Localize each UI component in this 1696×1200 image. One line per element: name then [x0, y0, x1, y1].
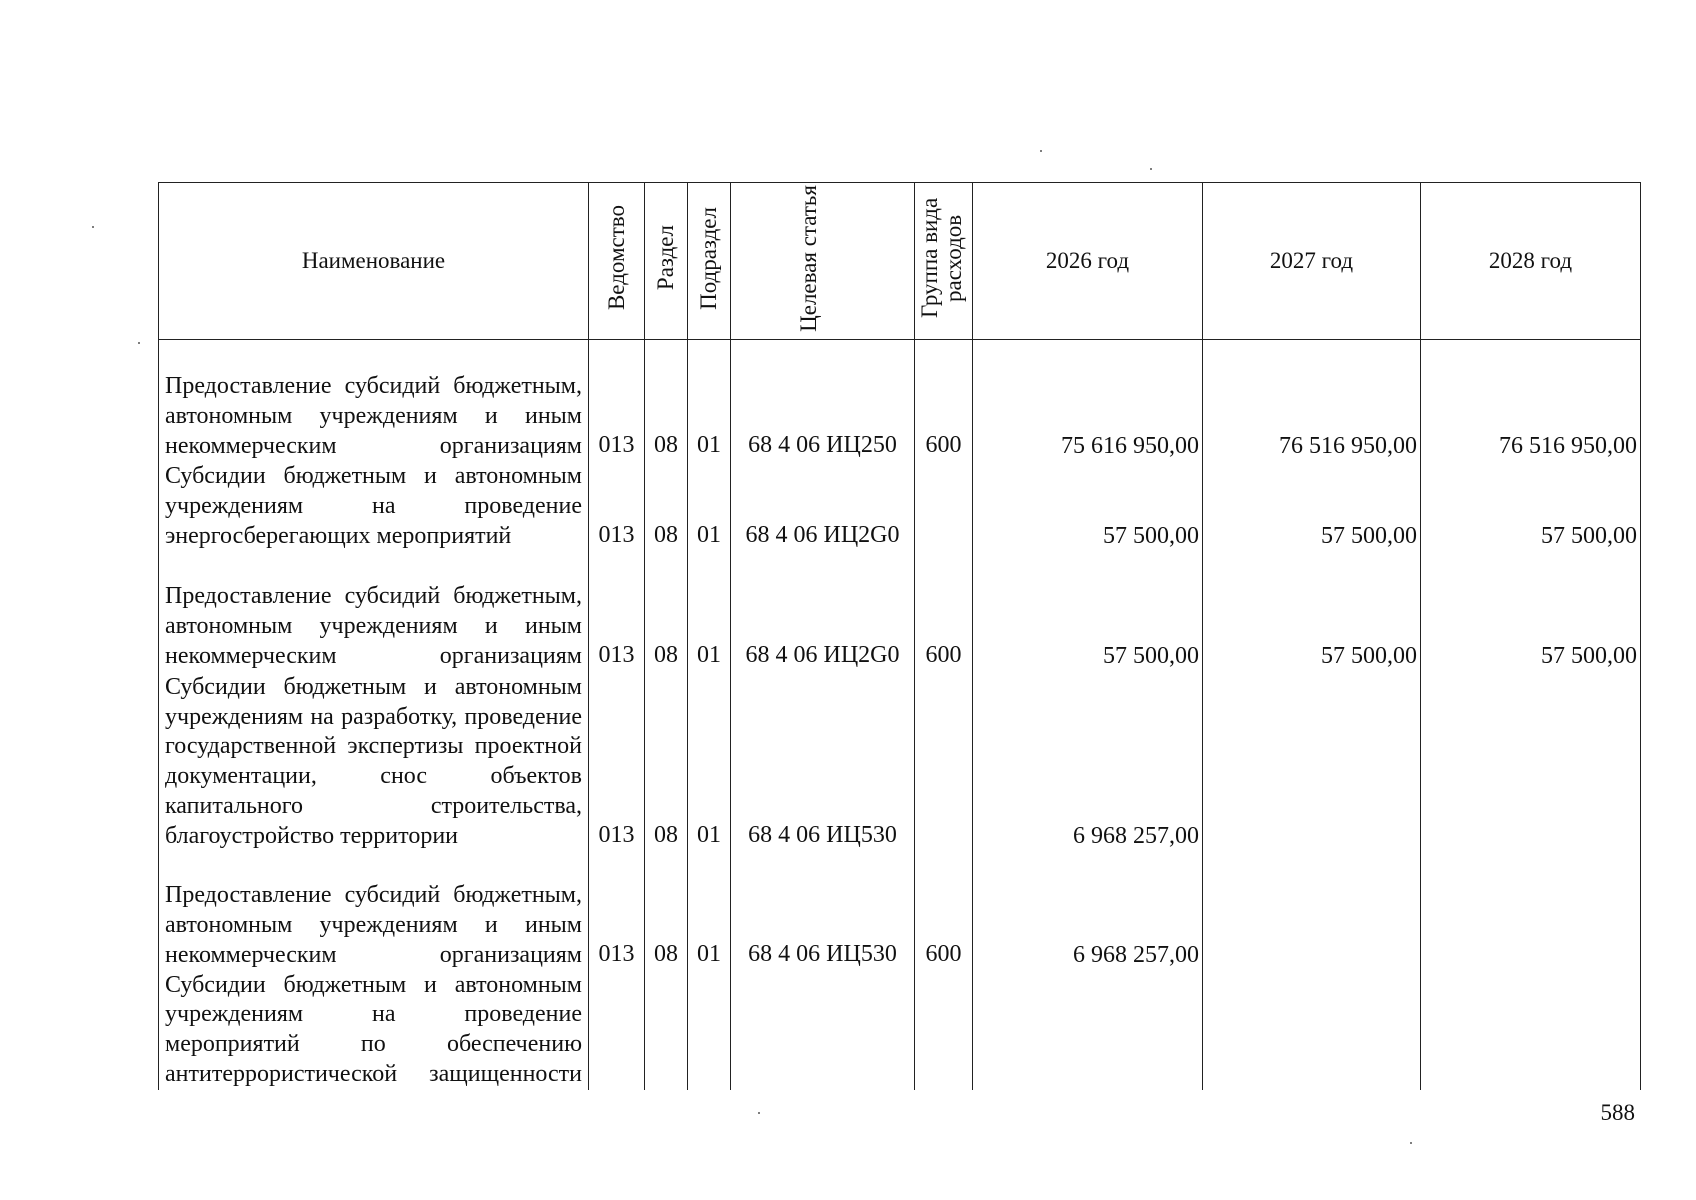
row-dept: 013 — [589, 852, 645, 971]
row-section: 08 — [645, 340, 688, 462]
row-2028: 76 516 950,00 — [1421, 340, 1641, 462]
row-dept — [589, 971, 645, 1090]
row-2026 — [973, 971, 1203, 1090]
row-2026: 57 500,00 — [973, 552, 1203, 672]
row-dept: 013 — [589, 672, 645, 852]
row-subsection: 01 — [688, 852, 731, 971]
header-target: Целевая статья — [731, 183, 915, 340]
row-name: Предоставление субсидий бюджетным, автономным учреждениям и иным некоммерческим организациям — [159, 552, 589, 672]
scan-speck — [92, 226, 94, 228]
scan-speck — [1410, 1142, 1412, 1144]
row-name: Субсидии бюджетным и автономным учреждениям на разработку, проведение государственной экспертизы проектной документации, снос объектов капитального строительства, благоустройство территории — [159, 672, 589, 852]
row-2027 — [1203, 852, 1421, 971]
row-2027 — [1203, 971, 1421, 1090]
row-2028 — [1421, 672, 1641, 852]
row-dept: 013 — [589, 462, 645, 552]
page-number: 588 — [1600, 1100, 1635, 1125]
table-row — [159, 672, 1641, 852]
row-name: Предоставление субсидий бюджетным, автономным учреждениям и иным некоммерческим организациям — [159, 852, 589, 971]
row-2028 — [1421, 971, 1641, 1090]
row-name: Субсидии бюджетным и автономным учреждениям на проведение мероприятий по обеспечению антитеррористической защищенности — [159, 971, 589, 1090]
row-2028: 57 500,00 — [1421, 552, 1641, 672]
row-group — [915, 462, 973, 552]
header-2026: 2026 год — [973, 183, 1203, 340]
row-target — [731, 971, 915, 1090]
row-dept: 013 — [589, 552, 645, 672]
header-2027: 2027 год — [1203, 183, 1421, 340]
row-subsection — [688, 971, 731, 1090]
scan-speck — [758, 1112, 760, 1114]
row-name: Предоставление субсидий бюджетным, автономным учреждениям и иным некоммерческим организациям — [159, 340, 589, 462]
row-section: 08 — [645, 552, 688, 672]
row-subsection: 01 — [688, 552, 731, 672]
row-group — [915, 971, 973, 1090]
row-2026: 6 968 257,00 — [973, 672, 1203, 852]
header-section: Раздел — [645, 183, 688, 340]
budget-table — [158, 182, 1641, 1090]
row-2028 — [1421, 852, 1641, 971]
row-name: Субсидии бюджетным и автономным учреждениям на проведение энергосберегающих мероприятий — [159, 462, 589, 552]
row-2027 — [1203, 672, 1421, 852]
header-row — [159, 183, 1641, 340]
row-target: 68 4 06 ИЦ2G0 — [731, 462, 915, 552]
row-2028: 57 500,00 — [1421, 462, 1641, 552]
row-2027: 76 516 950,00 — [1203, 340, 1421, 462]
scan-speck — [1150, 168, 1152, 170]
header-subsection: Подраздел — [688, 183, 731, 340]
row-group: 600 — [915, 340, 973, 462]
scan-speck — [138, 342, 140, 344]
row-subsection: 01 — [688, 462, 731, 552]
row-subsection: 01 — [688, 340, 731, 462]
row-2027: 57 500,00 — [1203, 462, 1421, 552]
row-dept: 013 — [589, 340, 645, 462]
row-2026: 75 616 950,00 — [973, 340, 1203, 462]
row-subsection: 01 — [688, 672, 731, 852]
table-row — [159, 552, 1641, 672]
row-section: 08 — [645, 672, 688, 852]
row-group — [915, 672, 973, 852]
row-target: 68 4 06 ИЦ530 — [731, 852, 915, 971]
scan-speck — [1040, 150, 1042, 152]
row-2027: 57 500,00 — [1203, 552, 1421, 672]
row-target: 68 4 06 ИЦ250 — [731, 340, 915, 462]
row-group: 600 — [915, 852, 973, 971]
table-row — [159, 340, 1641, 462]
row-section: 08 — [645, 852, 688, 971]
row-target: 68 4 06 ИЦ530 — [731, 672, 915, 852]
header-dept: Ведомство — [589, 183, 645, 340]
header-name: Наименование — [159, 183, 589, 340]
row-target: 68 4 06 ИЦ2G0 — [731, 552, 915, 672]
row-section — [645, 971, 688, 1090]
row-2026: 6 968 257,00 — [973, 852, 1203, 971]
table-row — [159, 462, 1641, 552]
table-row — [159, 852, 1641, 971]
row-2026: 57 500,00 — [973, 462, 1203, 552]
header-group: Группа вида расходов — [915, 183, 973, 340]
table-row — [159, 971, 1641, 1090]
row-group: 600 — [915, 552, 973, 672]
header-2028: 2028 год — [1421, 183, 1641, 340]
row-section: 08 — [645, 462, 688, 552]
